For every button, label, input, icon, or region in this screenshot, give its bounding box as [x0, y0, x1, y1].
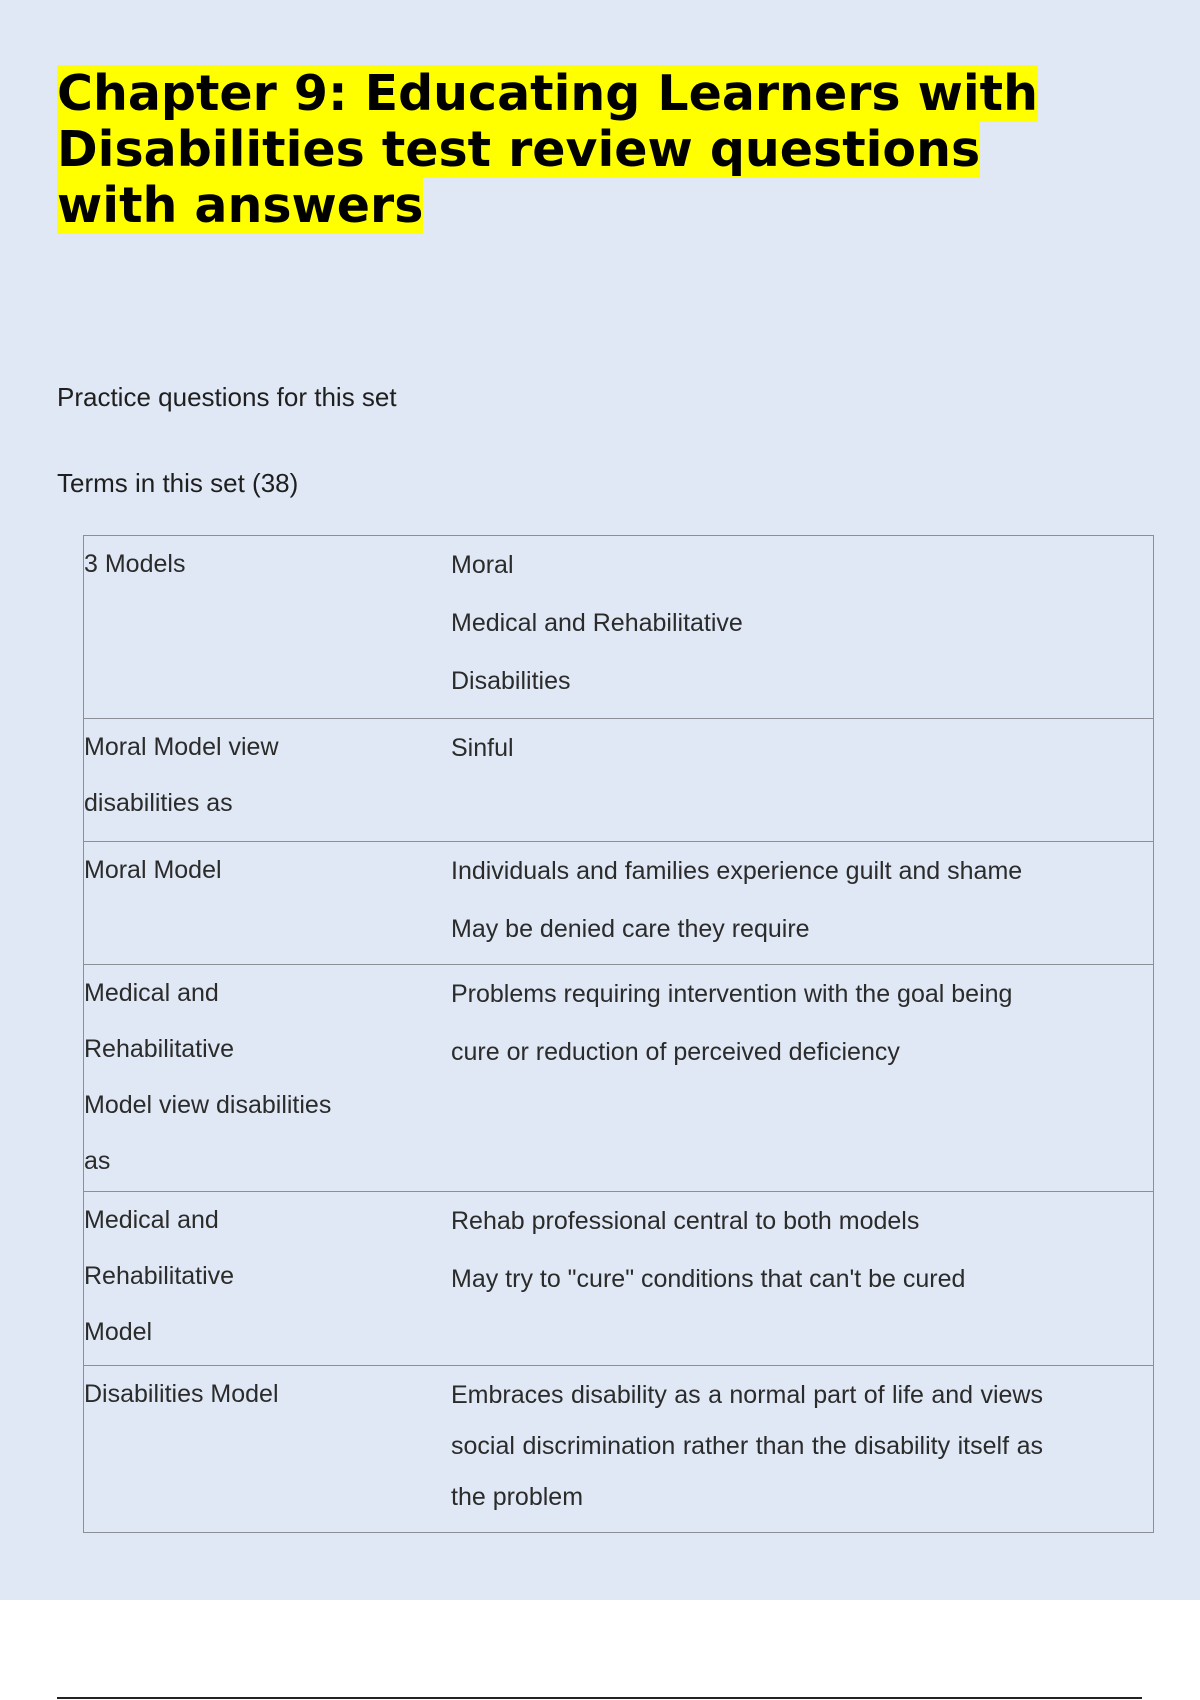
term-cell [84, 1366, 452, 1533]
definition-text: Problems requiring intervention with the goal being [451, 980, 1013, 1008]
practice-questions-label: Practice questions for this set [57, 382, 397, 412]
table-row [84, 965, 1154, 1192]
table-row [84, 536, 1154, 719]
document-title [57, 66, 1057, 234]
definition-cell [451, 965, 1154, 1192]
term-text: Moral Model [84, 856, 222, 884]
definition-cell [451, 842, 1154, 965]
term-text: Rehabilitative [84, 1035, 235, 1063]
definition-text: May try to "cure" conditions that can't be cured [451, 1265, 966, 1293]
definition-text: cure or reduction of perceived deficiency [451, 1038, 900, 1066]
term-cell [84, 719, 452, 842]
definition-text: Embraces disability as a normal part of life and views social discrimination rather than the disability itself as the problem [451, 1381, 1043, 1511]
term-text: Rehabilitative [84, 1262, 235, 1290]
definition-cell [451, 719, 1154, 842]
term-cell [84, 842, 452, 965]
footer-divider [57, 1697, 1142, 1699]
table-row [84, 719, 1154, 842]
term-cell [84, 536, 452, 719]
term-cell [84, 965, 452, 1192]
terms-count-label: Terms in this set (38) [57, 468, 299, 498]
term-text: Medical and [84, 979, 219, 1007]
table-row [84, 1192, 1154, 1366]
definition-cell [451, 1366, 1154, 1533]
definition-text: Disabilities [451, 667, 571, 695]
title-highlight: Chapter 9: Educating Learners with Disabilities test review questions with answers [57, 65, 1038, 234]
term-text: disabilities as [84, 789, 233, 817]
table-row [84, 1366, 1154, 1533]
term-text: Disabilities Model [84, 1380, 279, 1408]
definition-text: May be denied care they require [451, 915, 810, 943]
definition-text: Moral [451, 551, 514, 579]
term-cell [84, 1192, 452, 1366]
term-text: 3 Models [84, 550, 186, 578]
definition-text: Sinful [451, 734, 514, 762]
definition-text: Rehab professional central to both models [451, 1207, 920, 1235]
table-row [84, 842, 1154, 965]
term-text: as [84, 1147, 111, 1175]
term-text: Model view disabilities [84, 1091, 332, 1119]
term-text: Medical and [84, 1206, 219, 1234]
definition-text: Medical and Rehabilitative [451, 609, 743, 637]
terms-table [83, 535, 1154, 1533]
term-text: Model [84, 1318, 153, 1346]
definition-cell [451, 1192, 1154, 1366]
definition-cell [451, 536, 1154, 719]
definition-text: Individuals and families experience guilt and shame [451, 857, 1023, 885]
term-text: Moral Model view [84, 733, 279, 761]
